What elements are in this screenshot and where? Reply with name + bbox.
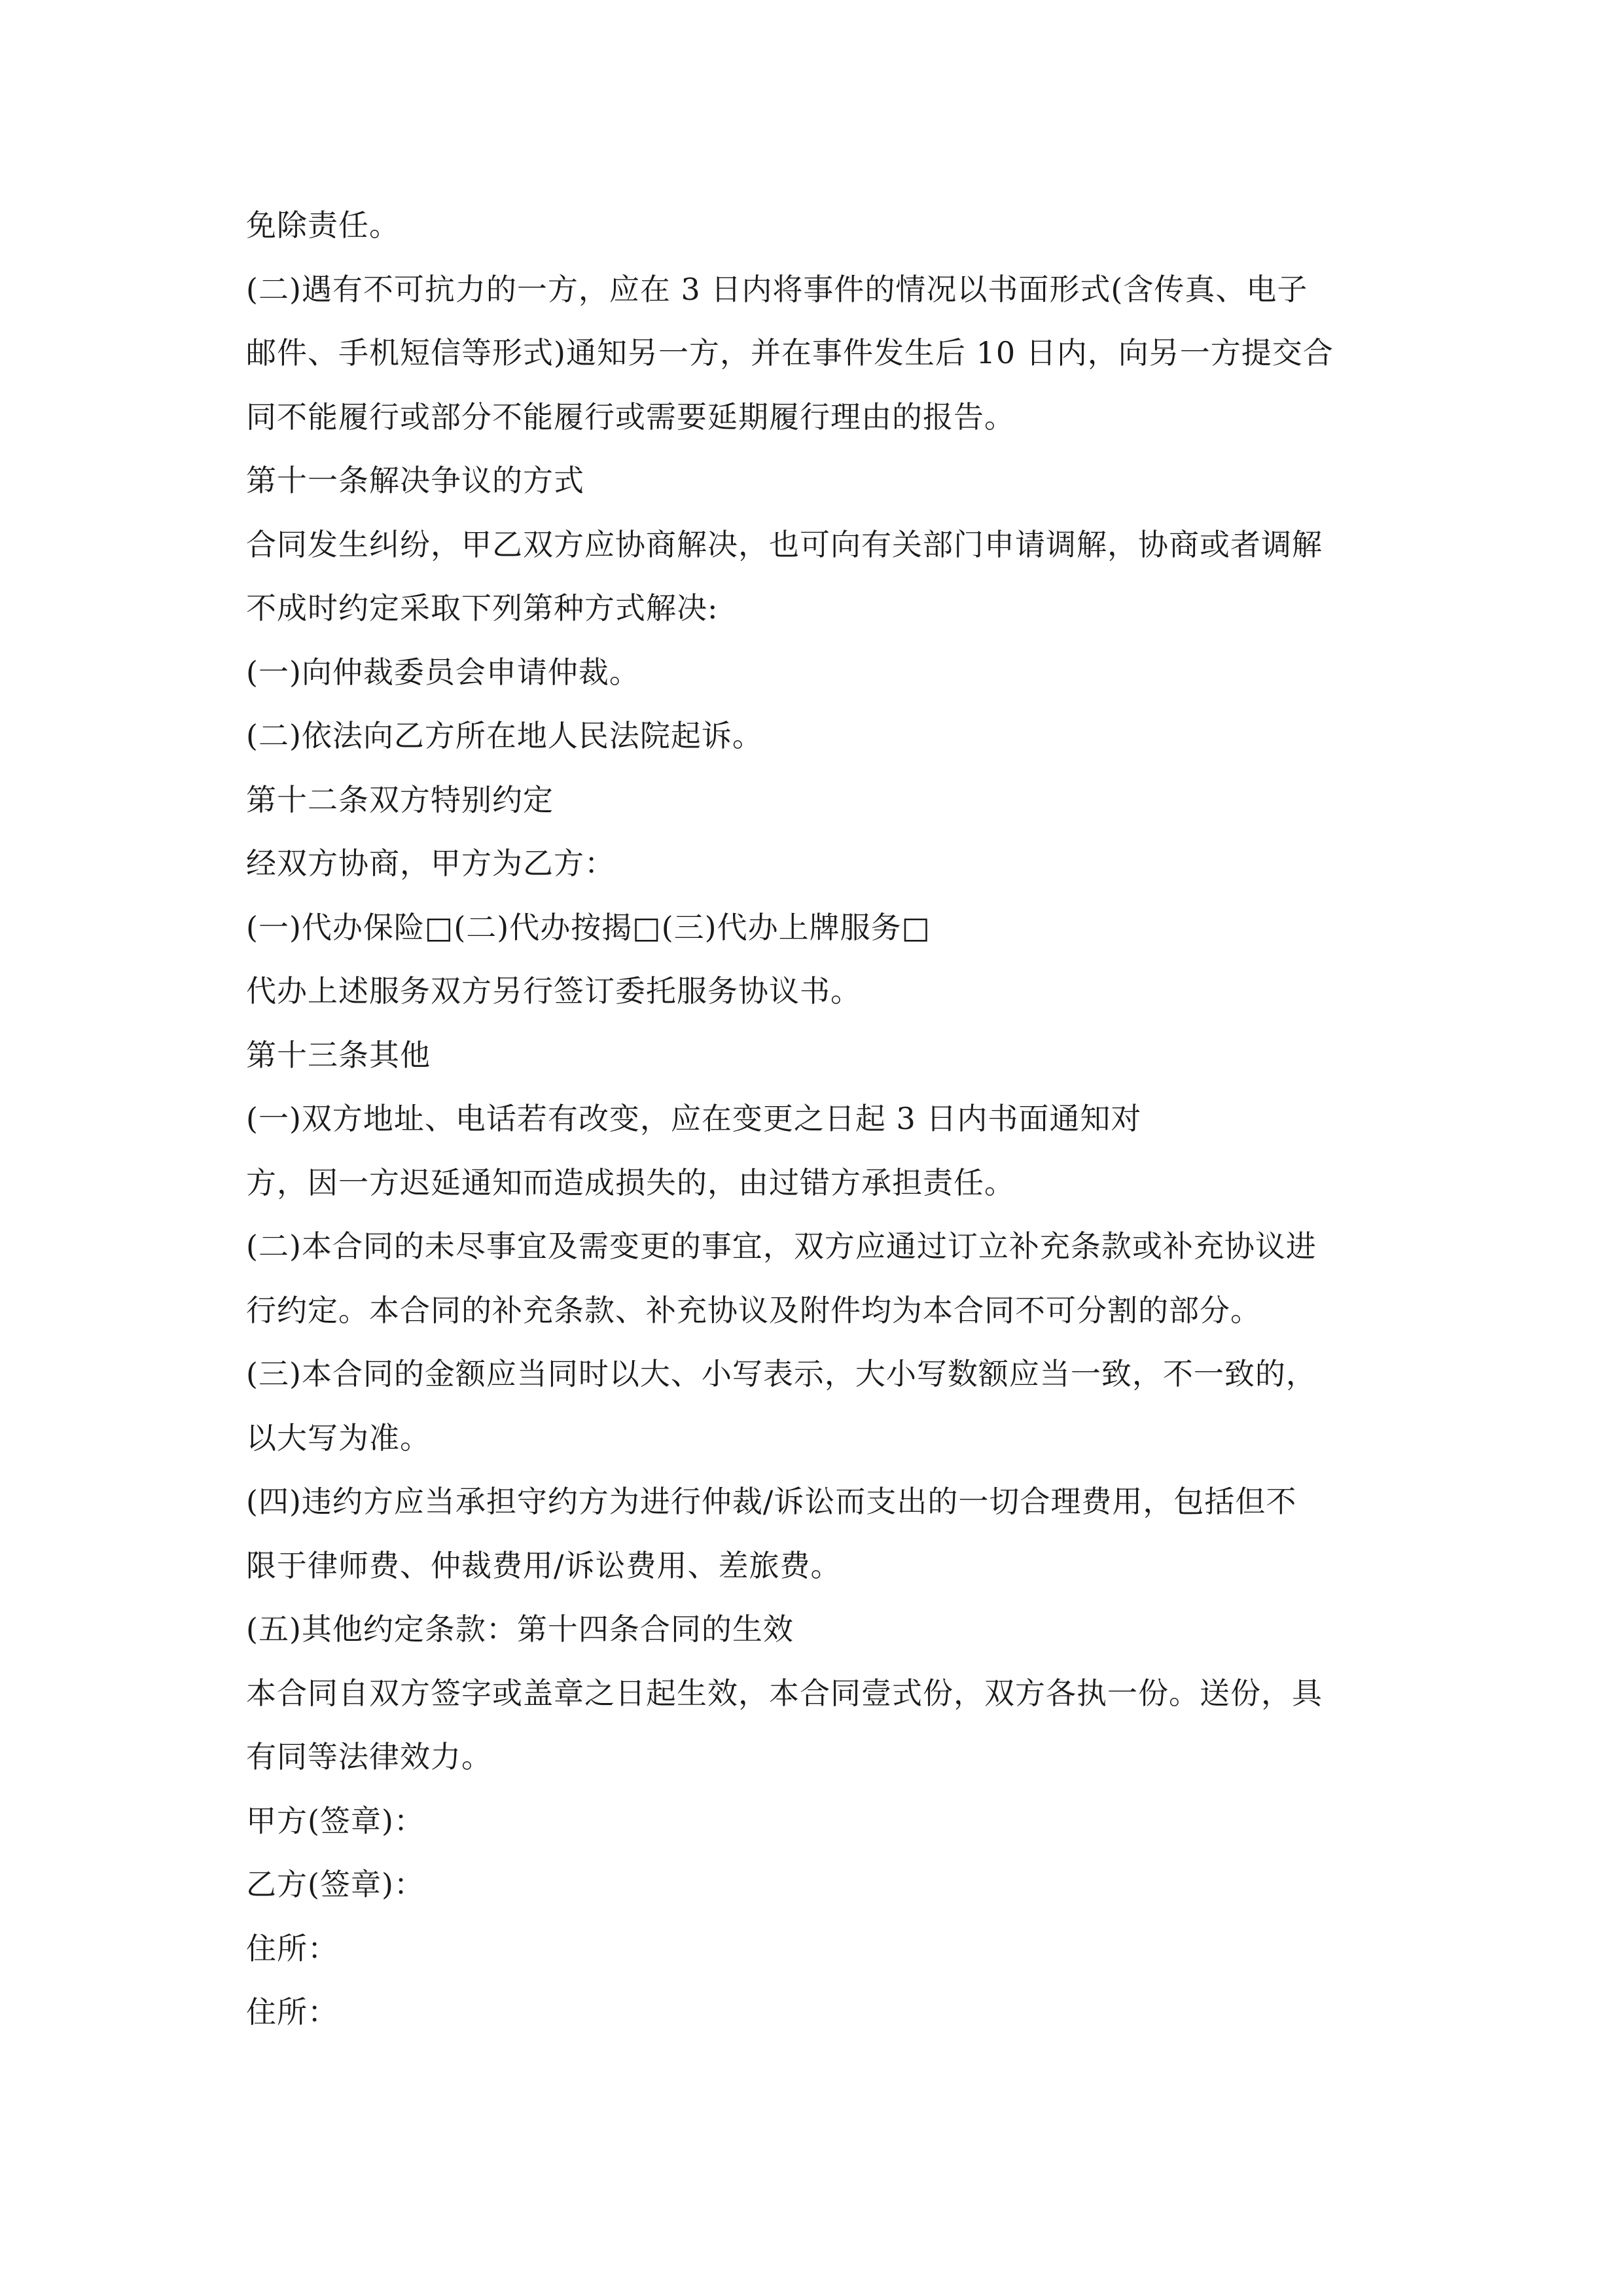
text-line: (一)双方地址、电话若有改变，应在变更之日起 3 日内书面通知对 [246, 1101, 1142, 1136]
text-line: (二)遇有不可抗力的一方，应在 3 日内将事件的情况以书面形式(含传真、电子 [246, 271, 1308, 307]
text-line: 本合同自双方签字或盖章之日起生效，本合同壹式份，双方各执一份。送份，具 [246, 1675, 1323, 1711]
text-line: 邮件、手机短信等形式)通知另一方，并在事件发生后 10 日内，向另一方提交合 [246, 335, 1334, 370]
text-line: (三)本合同的金额应当同时以大、小写表示，大小写数额应当一致，不一致的， [246, 1356, 1317, 1391]
address-label: 住所： [246, 1994, 338, 2030]
text-line: 代办上述服务双方另行签订委托服务协议书。 [246, 973, 861, 1009]
contract-body [246, 194, 1398, 2045]
text-line: (二)本合同的未尽事宜及需变更的事宜，双方应通过订立补充条款或补充协议进 [246, 1229, 1317, 1264]
section-heading: 第十二条双方特别约定 [246, 781, 554, 817]
text-line: (二)依法向乙方所在地人民法院起诉。 [246, 718, 763, 753]
text-line: (四)违约方应当承担守约方为进行仲裁/诉讼而支出的一切合理费用，包括但不 [246, 1484, 1297, 1519]
text-line: (五)其他约定条款：第十四条合同的生效 [246, 1611, 794, 1647]
section-heading: 第十一条解决争议的方式 [246, 463, 584, 498]
text-line: 有同等法律效力。 [246, 1739, 492, 1774]
address-label: 住所： [246, 1930, 338, 1966]
party-a-signature-label: 甲方(签章)： [246, 1803, 425, 1839]
text-line: 合同发生纠纷，甲乙双方应协商解决，也可向有关部门申请调解，协商或者调解 [246, 526, 1323, 562]
section-heading: 第十三条其他 [246, 1037, 431, 1073]
text-line: 经双方协商，甲方为乙方： [246, 846, 615, 881]
text-line: 限于律师费、仲裁费用/诉讼费用、差旅费。 [246, 1547, 842, 1583]
text-line: 方，因一方迟延通知而造成损失的，由过错方承担责任。 [246, 1164, 1015, 1200]
text-line: 以大写为准。 [246, 1420, 431, 1456]
text-line: 不成时约定采取下列第种方式解决: [246, 590, 719, 626]
text-line: 免除责任。 [246, 207, 400, 243]
text-line: (一)向仲裁委员会申请仲裁。 [246, 654, 640, 690]
party-b-signature-label: 乙方(签章)： [246, 1867, 425, 1902]
service-options-line: (一)代办保险□(二)代办按揭□(三)代办上牌服务□ [246, 909, 931, 945]
text-line: 同不能履行或部分不能履行或需要延期履行理由的报告。 [246, 399, 1015, 435]
text-line: 行约定。本合同的补充条款、补充协议及附件均为本合同不可分割的部分。 [246, 1292, 1261, 1328]
